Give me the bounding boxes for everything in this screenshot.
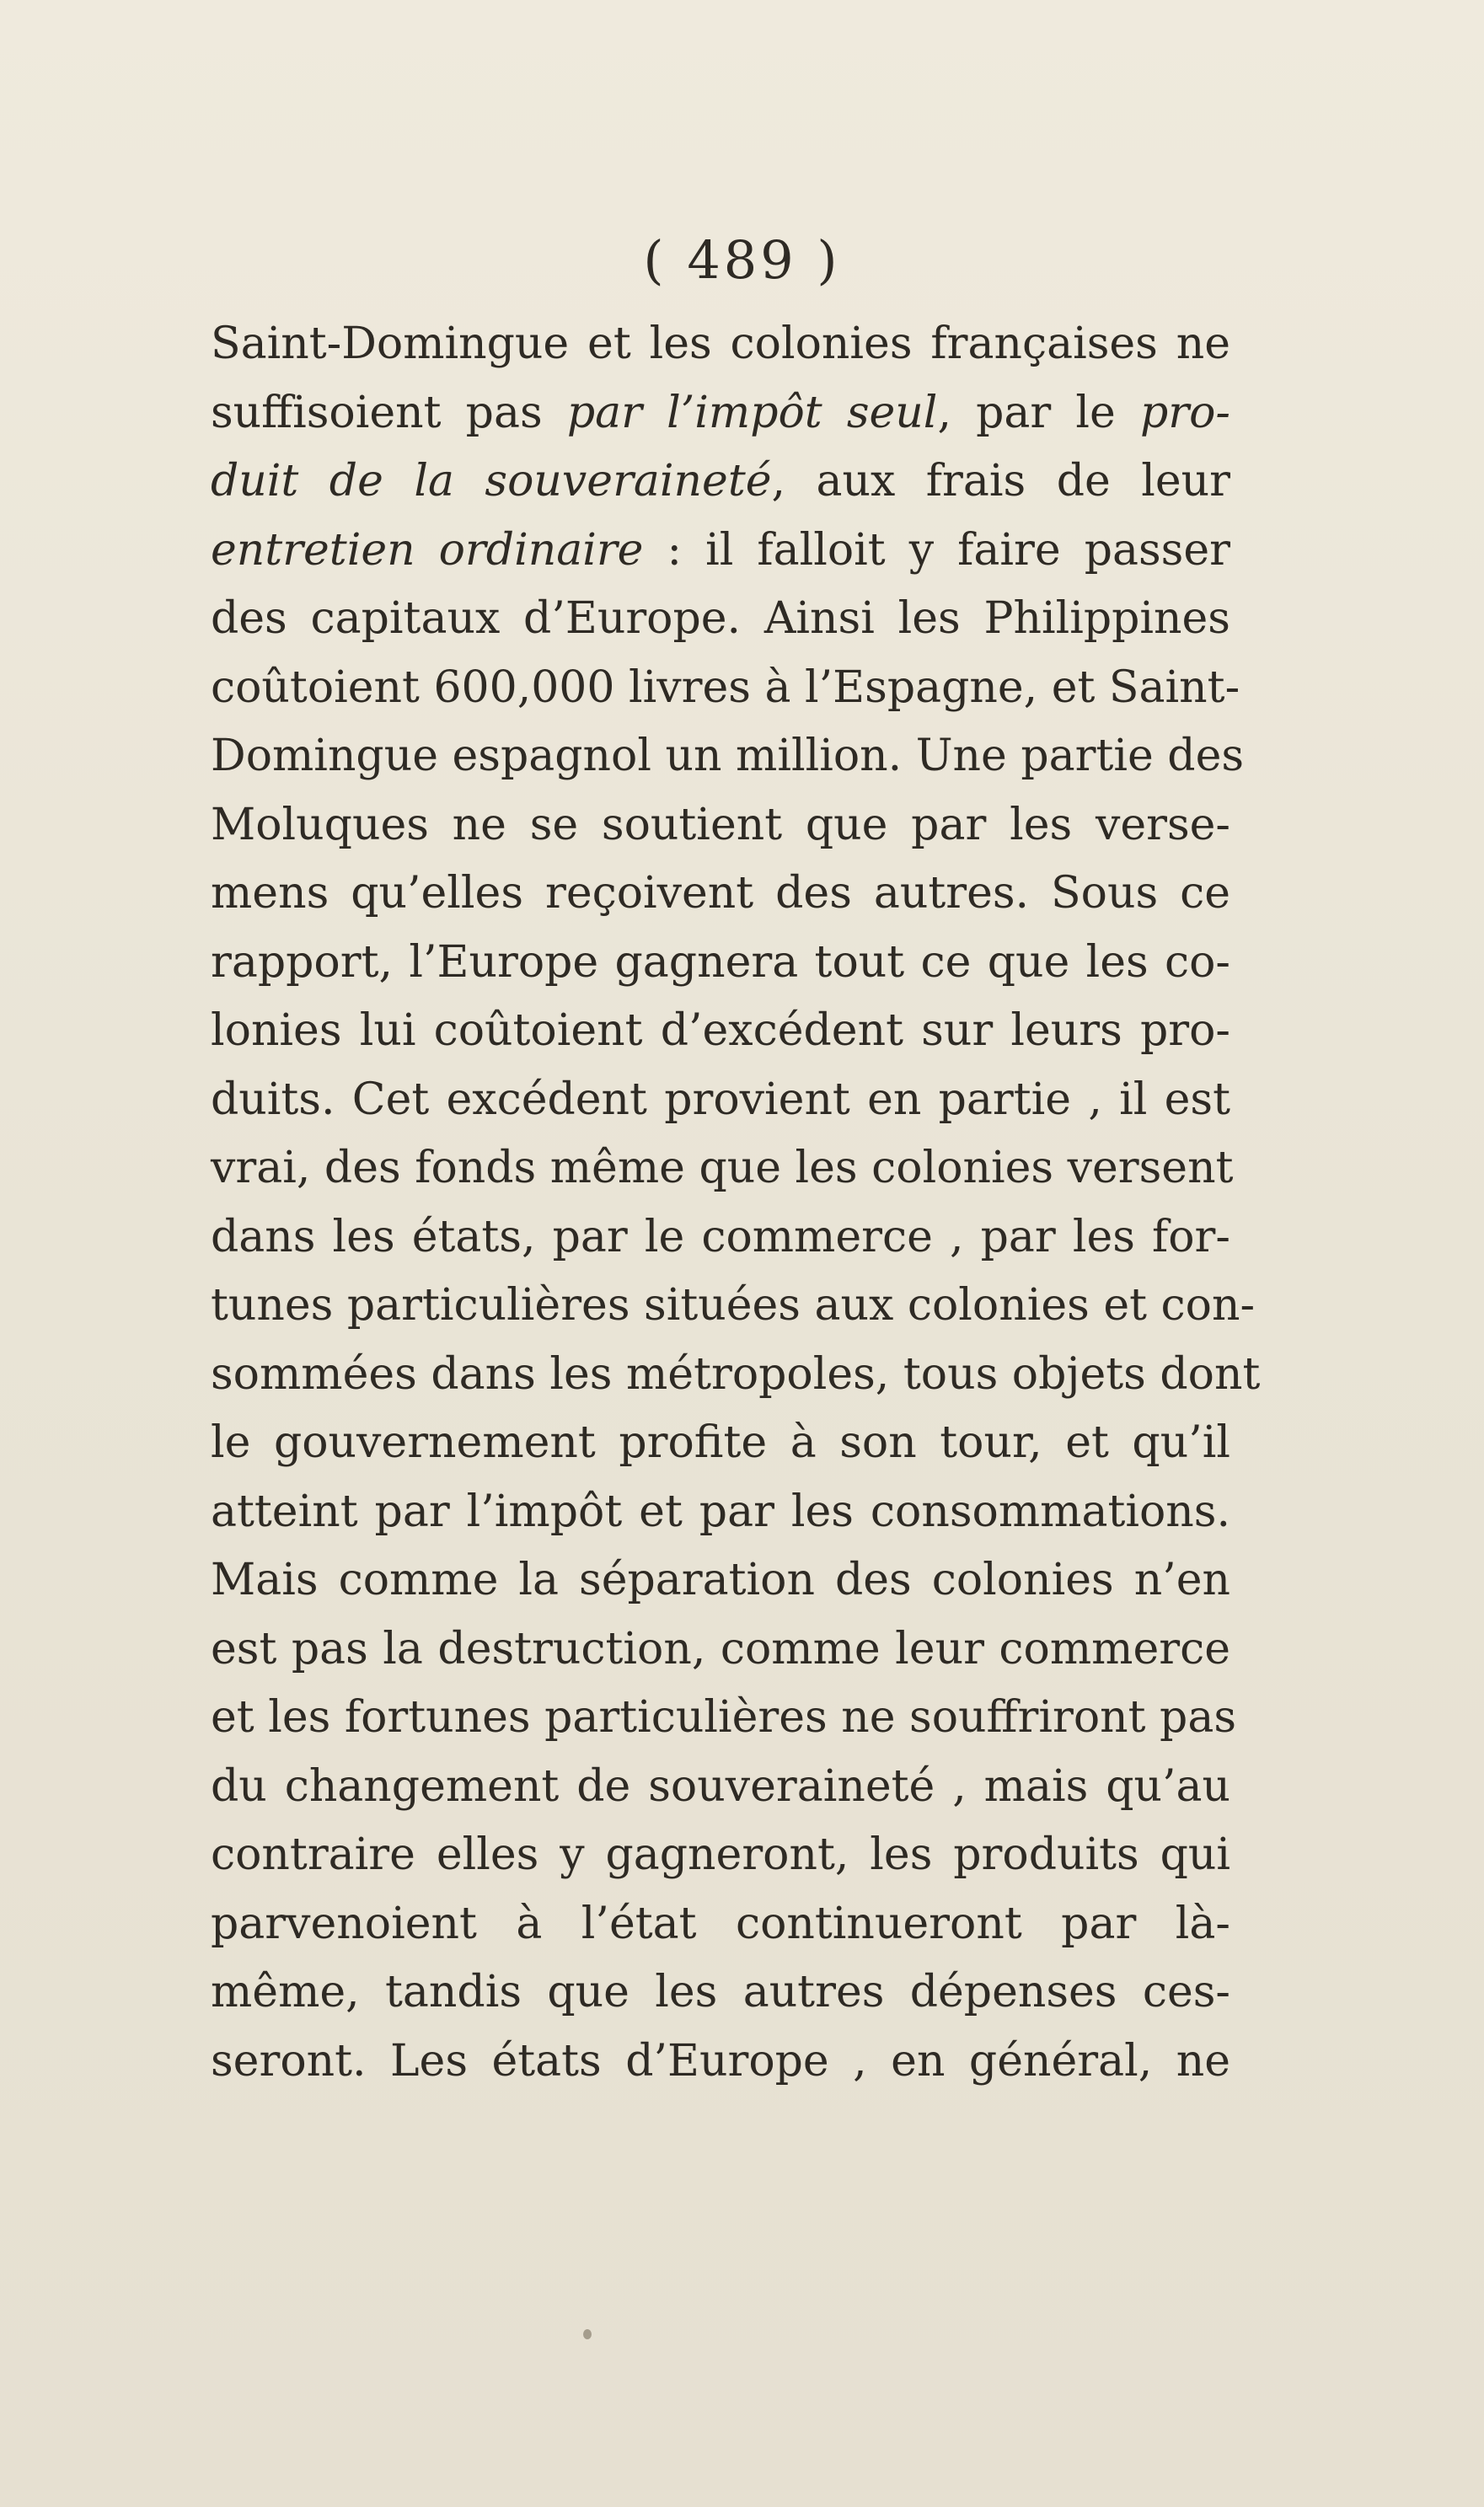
italic-text: entretien ordinaire xyxy=(211,524,644,576)
text-segment: Domingue espagnol un million. Une partie des xyxy=(211,731,1245,781)
text-segment: et les fortunes particulières ne souffriront pas xyxy=(211,1692,1237,1743)
text-segment: atteint par l’impôt et par les consommations. xyxy=(211,1486,1230,1537)
text-line xyxy=(211,1066,1230,1135)
text-line xyxy=(211,310,1230,379)
text-line xyxy=(211,929,1230,998)
text-line xyxy=(211,2028,1230,2097)
text-line xyxy=(211,791,1230,860)
italic-text: pro- xyxy=(1139,387,1230,438)
text-line xyxy=(211,1478,1230,1547)
text-line xyxy=(211,517,1230,586)
text-line xyxy=(211,1341,1261,1410)
text-segment: mens qu’elles reçoivent des autres. Sous ce xyxy=(211,868,1230,919)
italic-text: duit de la souveraineté xyxy=(211,456,772,506)
text-segment: parvenoient à l’état continueront par là- xyxy=(211,1898,1230,1949)
text-segment: : il falloit y faire passer xyxy=(643,524,1231,576)
text-segment: rapport, l’Europe gagnera tout ce que les co- xyxy=(211,936,1230,988)
text-line xyxy=(211,1272,1256,1341)
text-line xyxy=(211,997,1230,1066)
text-line xyxy=(211,654,1240,723)
text-segment: seront. Les états d’Europe , en général, ne xyxy=(211,2035,1230,2086)
text-segment: est pas la destruction, comme leur commerce xyxy=(211,1623,1230,1674)
text-segment: des capitaux d’Europe. Ainsi les Philippines xyxy=(211,593,1230,644)
text-segment: Mais comme la séparation des colonies n’en xyxy=(211,1555,1230,1605)
text-line xyxy=(211,1684,1237,1753)
text-segment: Saint-Domingue et les colonies françaises ne xyxy=(211,319,1230,369)
text-segment: le gouvernement profite à son tour, et qu’il xyxy=(211,1417,1230,1468)
text-segment: sommées dans les métropoles, tous objets dont xyxy=(211,1348,1261,1400)
text-segment: vrai, des fonds même que les colonies versent xyxy=(211,1143,1234,1193)
text-line xyxy=(211,1134,1234,1203)
text-line xyxy=(211,1821,1230,1890)
text-line xyxy=(211,722,1245,791)
text-segment: coûtoient 600,000 livres à l’Espagne, et Saint- xyxy=(211,662,1240,713)
text-segment: lonies lui coûtoient d’excédent sur leurs pro- xyxy=(211,1005,1230,1056)
text-segment: Moluques ne se soutient que par les verse- xyxy=(211,799,1230,850)
text-segment: du changement de souveraineté , mais qu’au xyxy=(211,1760,1230,1812)
text-line xyxy=(211,1753,1230,1822)
body-text xyxy=(211,310,1261,2096)
text-line xyxy=(211,1409,1230,1478)
page-number: ( 489 ) xyxy=(643,229,841,291)
text-segment: dans les états, par le commerce , par les for- xyxy=(211,1211,1230,1262)
italic-text: par l’impôt seul xyxy=(566,387,938,438)
paper-speck xyxy=(583,2329,592,2339)
text-line xyxy=(211,1203,1230,1272)
text-segment: tunes particulières situées aux colonies et con- xyxy=(211,1280,1256,1331)
text-segment: contraire elles y gagneront, les produits qui xyxy=(211,1829,1230,1880)
text-line xyxy=(211,1546,1230,1615)
text-line xyxy=(211,1890,1230,1959)
text-line xyxy=(211,379,1230,448)
text-line xyxy=(211,1615,1230,1685)
text-segment: , aux frais de leur xyxy=(771,456,1230,506)
text-line xyxy=(211,447,1230,517)
text-line xyxy=(211,860,1230,929)
text-line xyxy=(211,585,1230,654)
text-segment: duits. Cet excédent provient en partie , il est xyxy=(211,1074,1230,1125)
text-segment: , par le xyxy=(937,387,1140,438)
text-segment: suffisoient pas xyxy=(211,387,567,438)
text-line xyxy=(211,1958,1230,2028)
text-segment: même, tandis que les autres dépenses ces- xyxy=(211,1967,1230,2017)
